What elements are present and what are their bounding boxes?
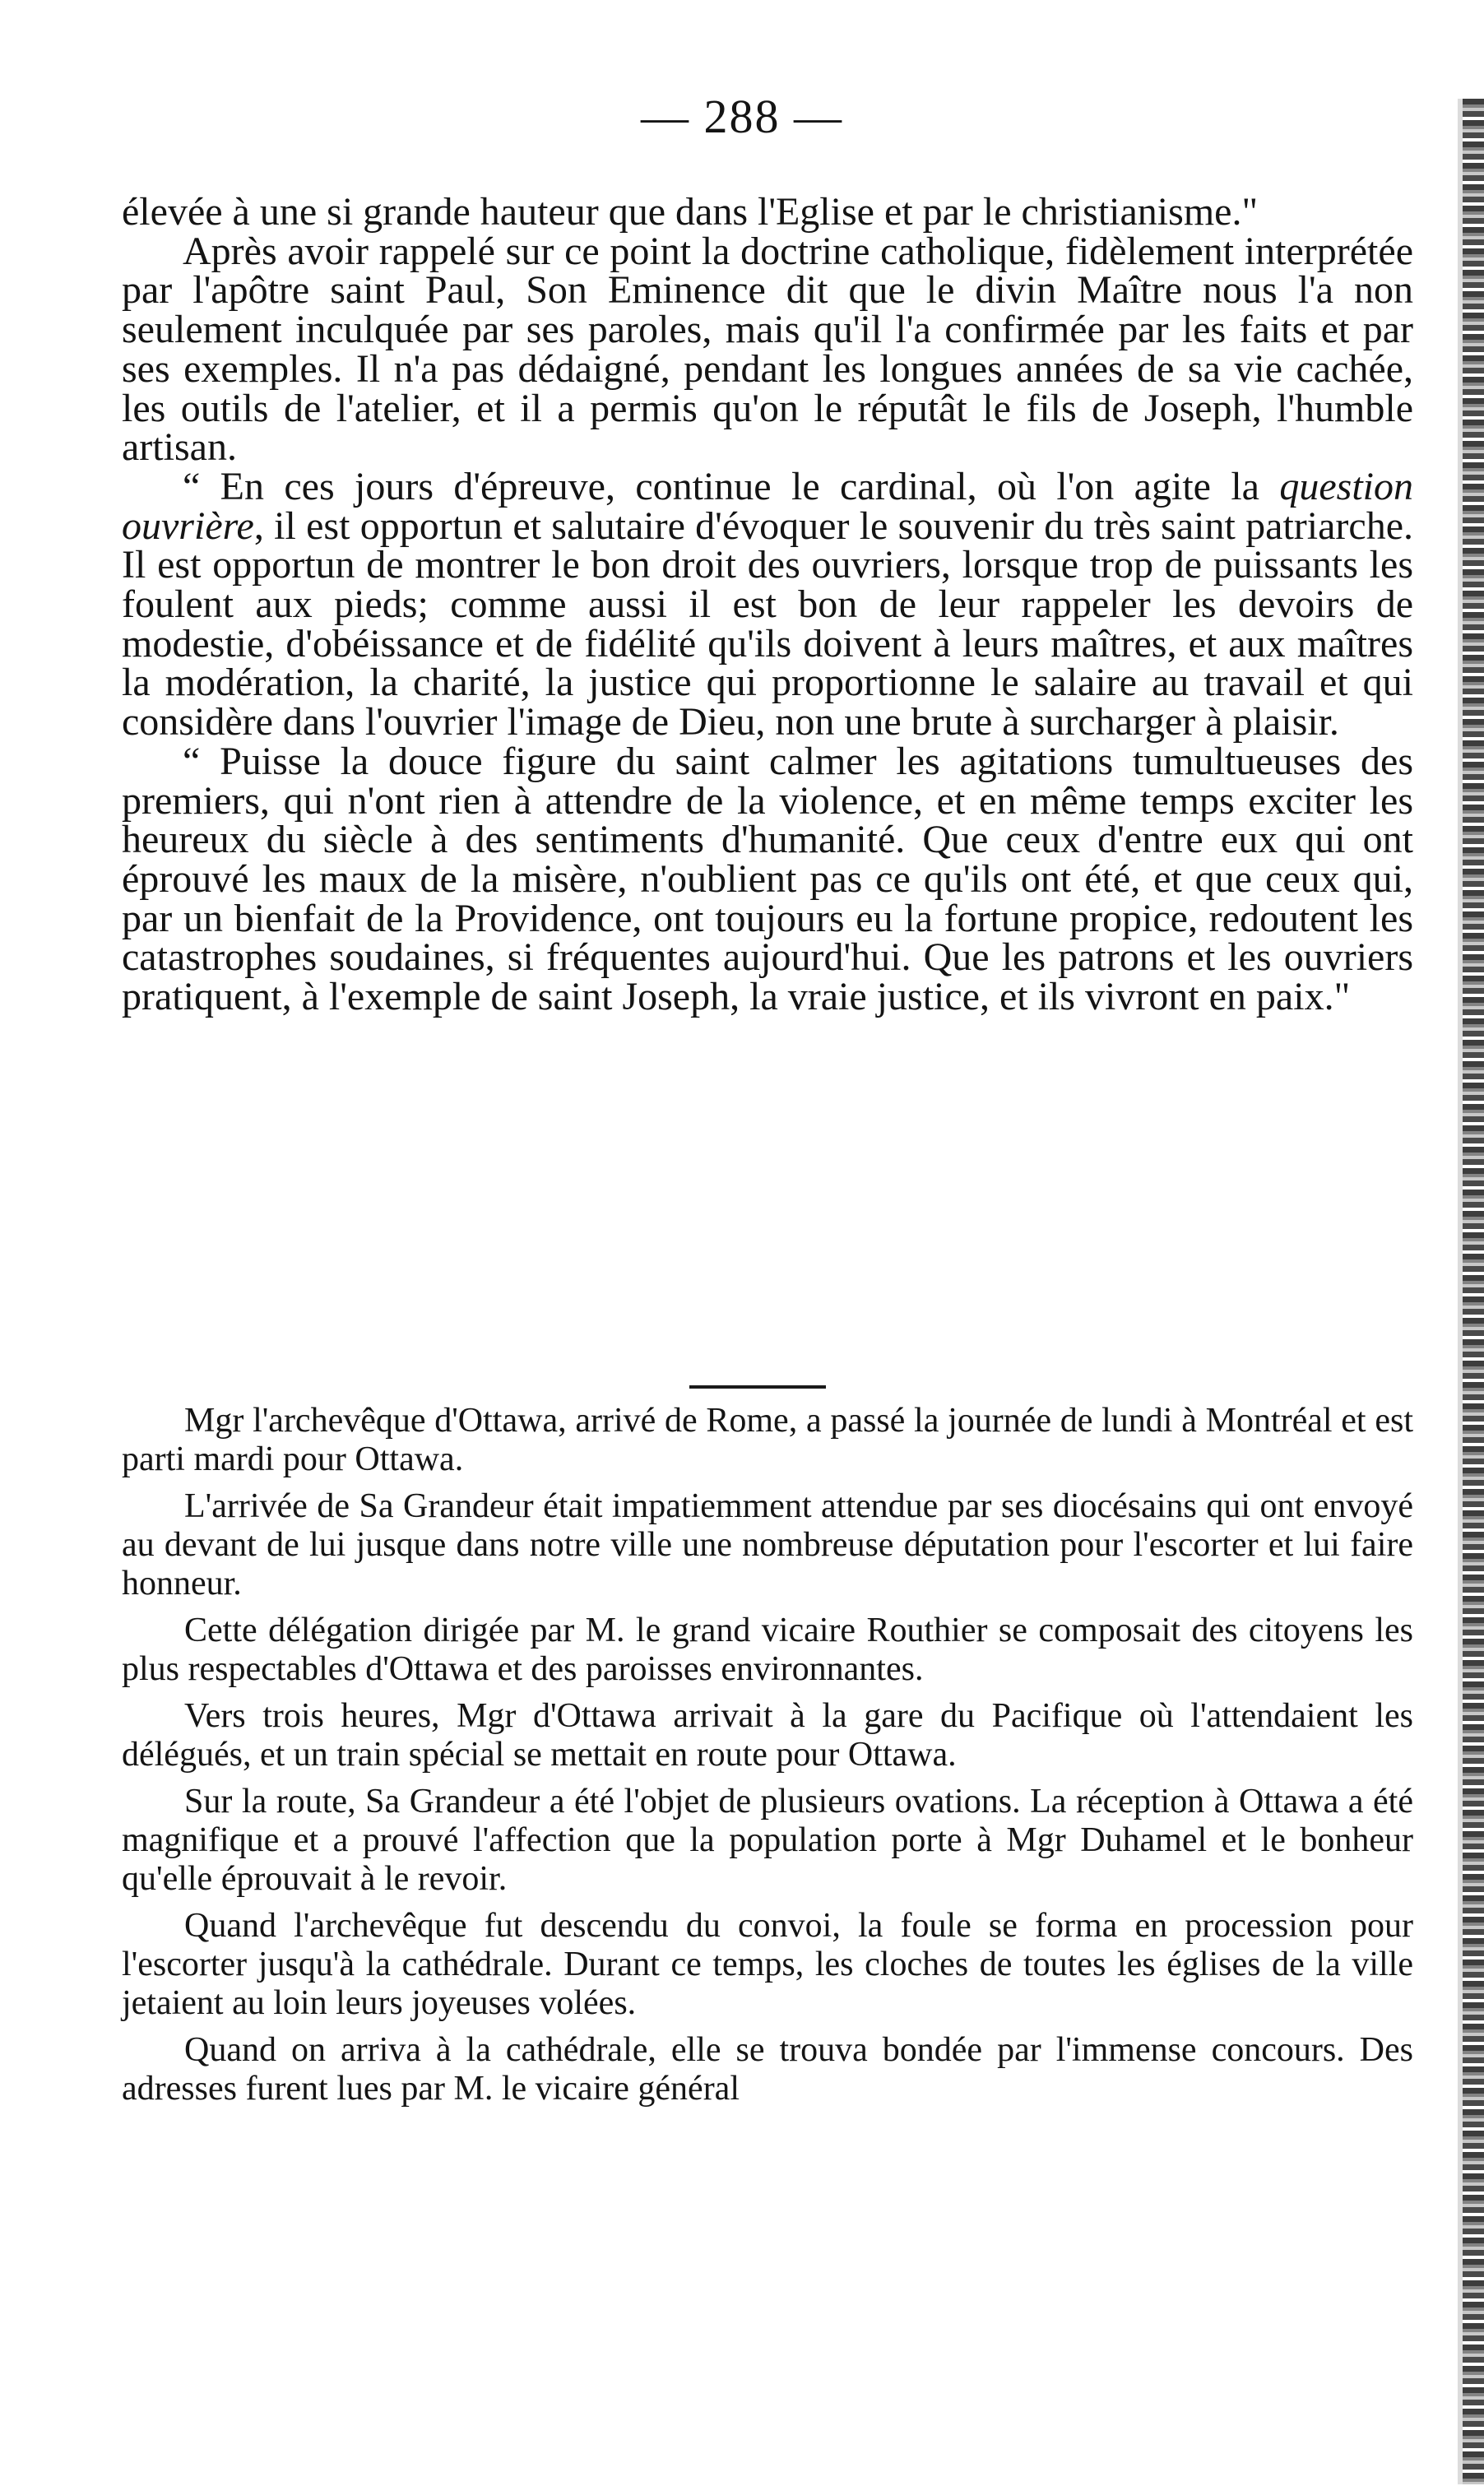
section-divider xyxy=(689,1385,826,1389)
paragraph-procession: Quand l'archevêque fut descendu du convoi, la foule se forma en procession pour l'escorter jusqu'à la cathédrale. Durant ce temps, les cloches de toutes les églises de la ville jetaient au loin leurs joyeuses volées. xyxy=(122,1907,1413,2022)
paragraph-doctrine: Après avoir rappelé sur ce point la doctrine catholique, fidèlement interprétée par l'apôtre saint Paul, Son Eminence dit que le divin Maître nous l'a non seulement inculquée par ses paroles, mais qu'il l'a confirmée par les faits et par ses exemples. Il n'a pas dédaigné, pendant les longues années de sa vie cachée, les outils de l'atelier, et il a permis qu'on le réputât le fils de Joseph, l'humble artisan. xyxy=(122,229,1413,470)
paragraph-reception: Sur la route, Sa Grandeur a été l'objet de plusieurs ovations. La réception à Ottawa a été magnifique et a prouvé l'affection que la population porte à Mgr Duhamel et le bonheur qu'elle éprouvait à le revoir. xyxy=(122,1783,1413,1898)
paragraph-delegation: Cette délégation dirigée par M. le grand vicaire Routhier se composait des citoyens les plus respectables d'Ottawa et des paroisses environnantes. xyxy=(122,1612,1413,1688)
paragraph-workers-question xyxy=(122,464,1413,744)
paragraph-cathedral: Quand on arriva à la cathédrale, elle se trouva bondée par l'immense concours. Des adresses furent lues par M. le vicaire général xyxy=(122,2031,1413,2108)
paragraph-awaited: L'arrivée de Sa Grandeur était impatiemment attendue par ses diocésains qui ont envoyé au devant de lui jusque dans notre ville une nombreuse députation pour l'escorter et lui faire honneur. xyxy=(122,1487,1413,1602)
scan-edge xyxy=(1463,99,1484,2484)
paragraph-station: Vers trois heures, Mgr d'Ottawa arrivait à la gare du Pacifique où l'attendaient les délégués, et un train spécial se mettait en route pour Ottawa. xyxy=(122,1697,1413,1774)
paragraph-continuation: élevée à une si grande hauteur que dans l'Eglise et par le christianisme." xyxy=(122,190,1259,234)
quote-rest: , il est opportun et salutaire d'évoquer le souvenir du très saint patriarche. Il est opportun de montrer le bon droit des ouvriers, lorsque trop de puissants les foulent aux pieds; comme aussi il est bon de leur rappeler les devoirs de modestie, d'obéissance et de fidélité qu'ils doivent à leurs maîtres, et aux maîtres la modération, la charité, la justice qui proportionne le salaire au travail et qui considère dans l'ouvrier l'image de Dieu, non une brute à surcharger à plaisir. xyxy=(122,503,1413,744)
quote-open: “ En ces jours d'épreuve, continue le cardinal, où l'on agite la xyxy=(183,464,1280,508)
page-number: — 288 — xyxy=(641,90,843,143)
italic-phrase: question ouvrière xyxy=(122,464,1413,548)
cardinal-speech-section xyxy=(122,192,1413,1017)
archbishop-news-section xyxy=(122,1402,1413,2108)
paragraph-saint-figure: “ Puisse la douce figure du saint calmer les agitations tumultueuses des premiers, qui n'ont rien à attendre de la violence, et en même temps exciter les heureux du siècle à des sentiments d'humanité. Que ceux d'entre eux qui ont éprouvé les maux de la misère, n'oublient pas ce qu'ils ont été, et que ceux qui, par un bienfait de la Providence, ont toujours eu la fortune propice, redoutent les catastrophes soudaines, si fréquentes aujourd'hui. Que les patrons et les ouvriers pratiquent, à l'exemple de saint Joseph, la vraie justice, et ils vivront en paix." xyxy=(122,739,1413,1019)
paragraph-arrival: Mgr l'archevêque d'Ottawa, arrivé de Rome, a passé la journée de lundi à Montréal et est parti mardi pour Ottawa. xyxy=(122,1402,1413,1478)
